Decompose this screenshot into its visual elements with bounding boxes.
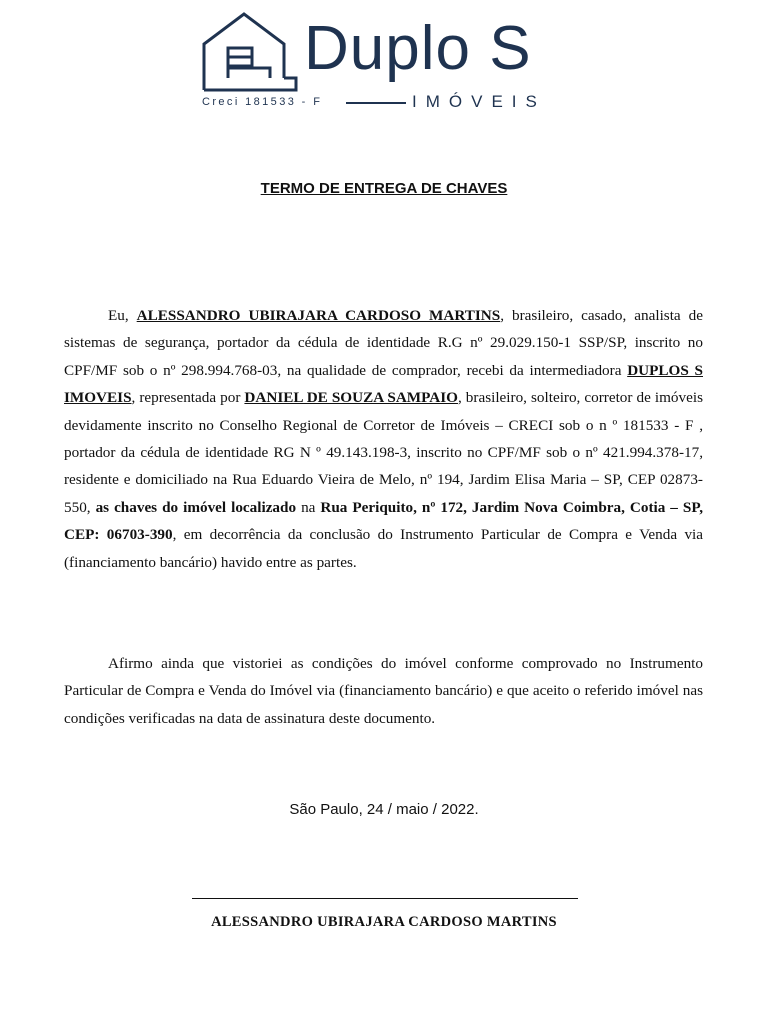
signature-name: ALESSANDRO UBIRAJARA CARDOSO MARTINS: [211, 914, 557, 930]
document-title: TERMO DE ENTREGA DE CHAVES: [260, 180, 508, 197]
logo-subtitle: IMÓVEIS: [412, 92, 546, 111]
text-segment: , em decorrência da conclusão do Instrumento Particular de Compra e Venda via (financiamento bancário) havido entre as partes.: [64, 526, 703, 571]
company-logo: [200, 10, 580, 115]
text-segment: Eu,: [108, 307, 137, 324]
text-segment: , brasileiro, solteiro, corretor de imóveis devidamente inscrito no Conselho Regional de Corretor de Imóveis – CRECI sob o n º 181533 - F , portador da cédula de identidade RG N º 49.143.198-3, inscrito no CPF/MF sob o nº 421.994.378-17, residente e domiciliado na Rua Eduardo Vieira de Melo, nº 194, Jardim Elisa Maria – SP, CEP 02873-550,: [64, 389, 703, 516]
logo-divider: [346, 102, 406, 104]
declaration-paragraph: [64, 302, 703, 576]
keys-phrase: as chaves do imóvel localizado: [95, 498, 297, 516]
inspection-paragraph: Afirmo ainda que vistoriei as condições do imóvel conforme comprovado no Instrumento Particular de Compra e Venda do Imóvel via (financiamento bancário) e que aceito o referido imóvel nas condições verificadas na data de assinatura deste documento.: [64, 655, 703, 727]
signature-line: [192, 898, 578, 899]
buyer-name: ALESSANDRO UBIRAJARA CARDOSO MARTINS: [136, 307, 501, 324]
date-line: São Paulo, 24 / maio / 2022.: [289, 801, 479, 818]
agency-name: DUPLOS S IMOVEIS: [64, 361, 703, 407]
property-address: Rua Periquito, nº 172, Jardim Nova Coimbra, Cotia – SP, CEP: 06703-390: [64, 498, 704, 544]
house-outline-icon: [200, 10, 300, 92]
text-segment: , brasileiro, casado, analista de sistemas de segurança, portador da cédula de identidade R.G nº 29.029.150-1 SSP/SP, inscrito no CPF/MF sob o nº 298.994.768-03, na qualidade de comprador, recebi da intermediadora: [64, 307, 703, 379]
logo-creci: Creci 181533 - F: [202, 96, 323, 108]
text-segment: na: [296, 498, 321, 516]
logo-brand-name: Duplo S: [304, 14, 532, 83]
text-segment: , representada por: [131, 389, 245, 407]
broker-name: DANIEL DE SOUZA SAMPAIO: [244, 389, 458, 407]
